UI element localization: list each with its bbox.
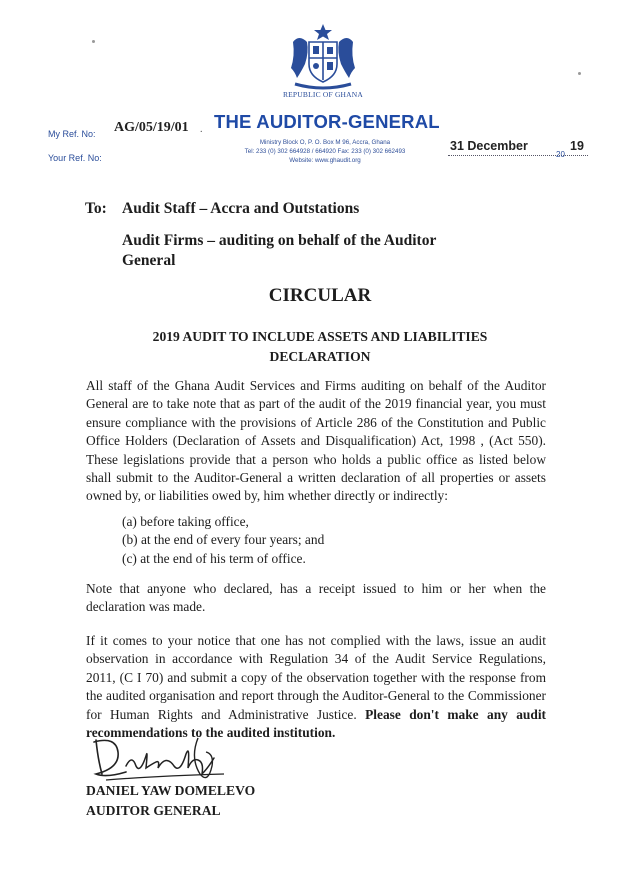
your-ref-label: Your Ref. No: (48, 153, 102, 163)
org-title: THE AUDITOR-GENERAL (214, 111, 440, 132)
republic-label: REPUBLIC OF GHANA (282, 90, 364, 99)
scan-speck (578, 72, 581, 75)
subject-line: 2019 AUDIT TO INCLUDE ASSETS AND LIABILITIES DECLARATION (152, 329, 488, 364)
signatory-title: AUDITOR GENERAL (86, 803, 221, 818)
addressee-line-2: Audit Firms – auditing on behalf of the Auditor General (122, 232, 437, 269)
date-century-suffix: 20 (556, 150, 565, 159)
ref-separator: . (200, 124, 203, 135)
my-ref-label: My Ref. No: (48, 129, 96, 139)
contact-phone: Tel: 233 (0) 302 664928 / 664920 Fax: 233 (0) 302 662493 (244, 148, 406, 155)
list-item: (a) before taking office, (122, 514, 249, 529)
signatory-block (86, 781, 255, 821)
my-ref-value: AG/05/19/01 (114, 120, 189, 135)
to-label: To: (85, 200, 107, 217)
body-paragraph-3 (86, 632, 546, 742)
contact-website: Website: www.ghaudit.org (289, 157, 361, 164)
coat-of-arms-icon (283, 22, 363, 92)
addressee-line-1: Audit Staff – Accra and Outstations (122, 200, 360, 217)
date-dotted-line (448, 155, 588, 156)
date-year: 19 (570, 139, 584, 153)
body-paragraph-3-text: If it comes to your notice that one has not complied with the laws, issue an audit observation in accordance with Regulation 34 of the Audit Service Regulations, 2011, (C I 70) and submit a copy of the observation together with the response from the audited organisation and report through the Auditor-General to the Commissioner for Human Rights and Administrative Justice. (86, 633, 546, 722)
body-paragraph-3-emphasis: Please don't make any audit recommendations to the audited institution. (86, 706, 546, 741)
list-item: (c) at the end of his term of office. (122, 550, 306, 566)
date-day-month: 31 December (450, 139, 528, 153)
body-paragraph-2: Note that anyone who declared, has a receipt issued to him or her when the declaration was made. (86, 581, 546, 615)
scan-speck (92, 40, 95, 43)
list-item: (b) at the end of every four years; and (122, 532, 325, 548)
contact-address: Ministry Block O, P. O. Box M 96, Accra, Ghana (259, 139, 391, 146)
document-heading: CIRCULAR (268, 285, 372, 306)
declaration-list (122, 513, 324, 568)
body-paragraph-1: All staff of the Ghana Audit Services and Firms auditing on behalf of the Auditor General are to take note that as part of the audit of the 2019 financial year, you must ensure compliance with the provisions of Article 286 of the Constitution and Public Office Holders (Declaration of Assets and Disqualification) Act, 1998 , (Act 550). These legislations provide that a person who holds a public office as listed below shall submit to the Auditor-General a written declaration of all properties or assets owned by, or liabilities owed by, him whether directly or indirectly: (86, 378, 546, 504)
signatory-name: DANIEL YAW DOMELEVO (86, 783, 256, 798)
letterhead-contact (214, 138, 436, 165)
